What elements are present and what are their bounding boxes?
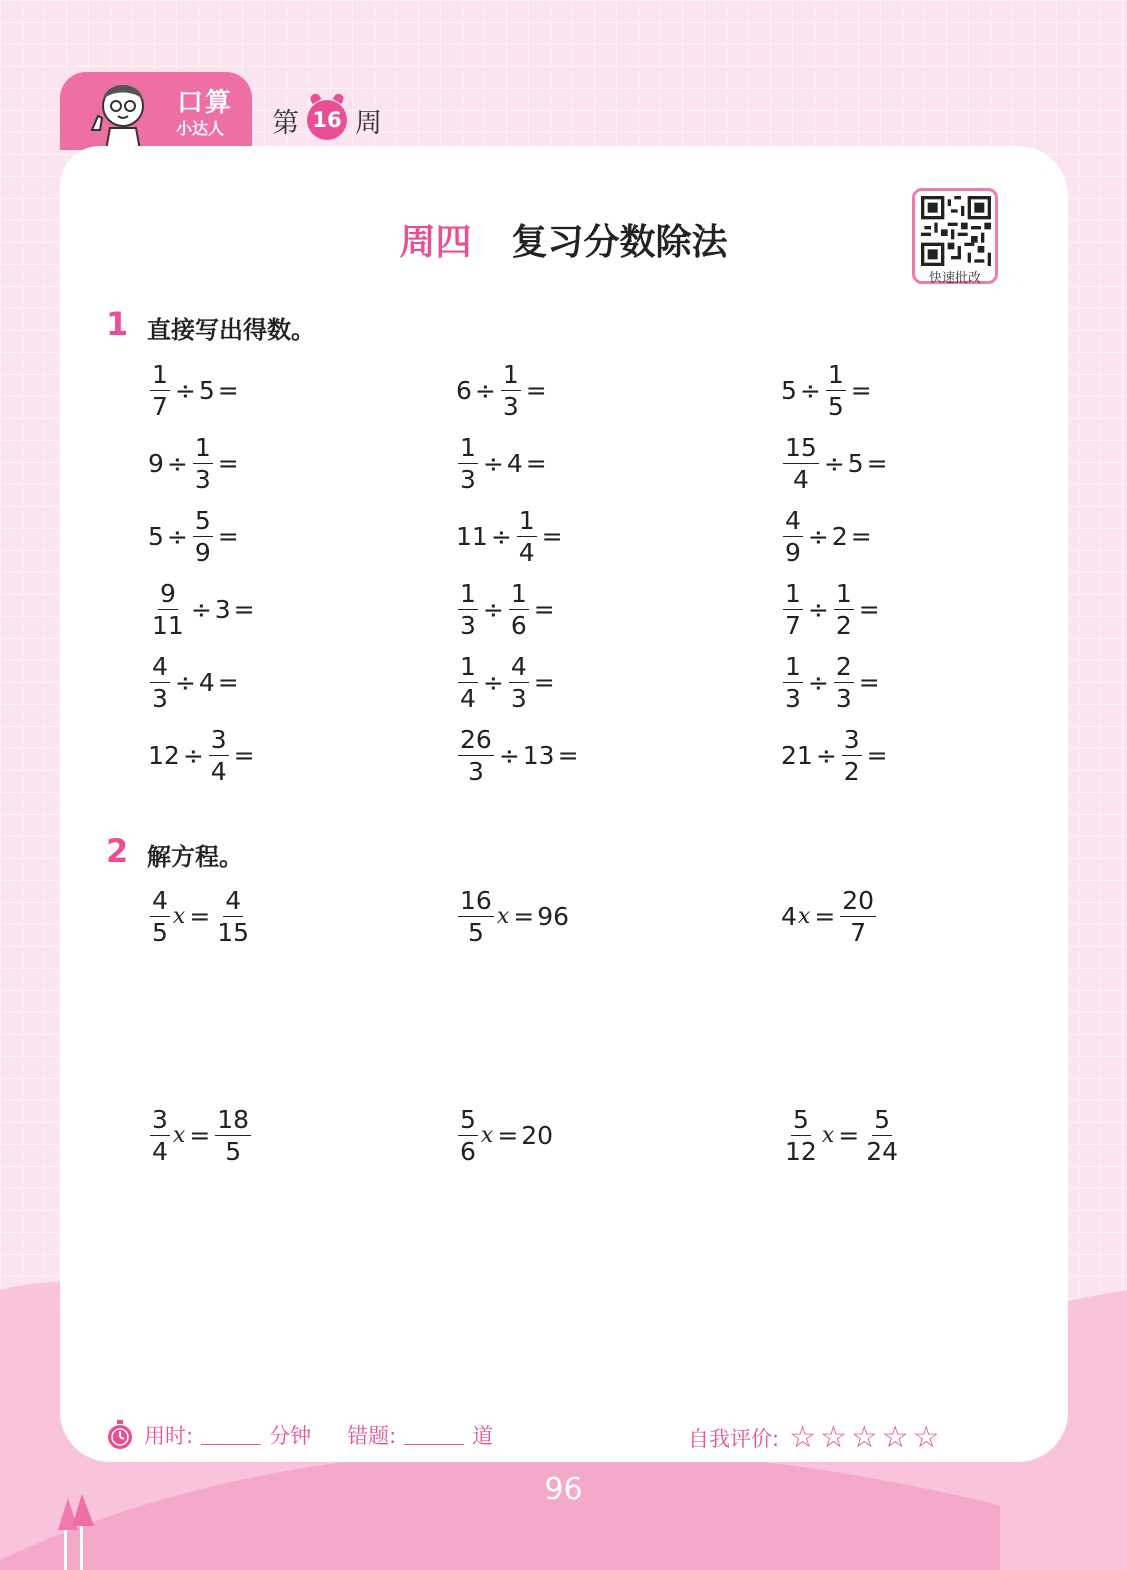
fraction <box>517 508 537 565</box>
number: 20 <box>521 1121 554 1150</box>
denominator: 3 <box>835 684 852 713</box>
denominator: 7 <box>152 392 168 421</box>
divide-sign: ÷ <box>807 522 829 551</box>
numerator: 1 <box>835 579 852 608</box>
section-1-title: 直接写出得数。 <box>147 316 315 344</box>
equals-sign: = <box>557 741 579 770</box>
number: 3 <box>214 595 231 624</box>
denominator: 4 <box>792 465 809 494</box>
numerator: 5 <box>460 1105 476 1134</box>
divide-sign: ÷ <box>490 522 512 551</box>
denominator: 3 <box>460 465 476 494</box>
denominator: 5 <box>152 918 168 947</box>
time-unit: 分钟 <box>269 1424 312 1448</box>
rating-stars <box>789 1420 940 1455</box>
numerator: 4 <box>152 652 168 681</box>
variable-x: x <box>797 904 811 929</box>
number: 12 <box>148 741 180 770</box>
equals-sign: = <box>217 376 239 405</box>
divide-sign: ÷ <box>190 595 212 624</box>
division-problem <box>456 435 550 492</box>
fraction <box>215 888 251 945</box>
fraction <box>783 435 819 492</box>
denominator: 3 <box>460 611 476 640</box>
denominator: 15 <box>217 918 250 947</box>
number: 5 <box>781 376 797 405</box>
fraction <box>826 362 846 419</box>
division-problem <box>456 508 566 565</box>
number: 6 <box>456 376 472 405</box>
denominator: 12 <box>785 1137 817 1166</box>
denominator: 3 <box>194 465 211 494</box>
division-problem <box>148 362 242 419</box>
pencil-icon <box>54 1490 100 1570</box>
division-problem <box>456 362 550 419</box>
divide-sign: ÷ <box>174 376 196 405</box>
number: 5 <box>148 522 164 551</box>
fraction <box>842 727 862 784</box>
equals-sign: = <box>233 595 255 624</box>
equals-sign: = <box>233 741 255 770</box>
number: 9 <box>148 449 164 478</box>
divide-sign: ÷ <box>166 522 188 551</box>
numerator: 1 <box>502 360 519 389</box>
fraction <box>150 581 186 638</box>
variable-x: x <box>496 904 510 929</box>
denominator: 9 <box>194 538 211 567</box>
fraction <box>834 581 854 638</box>
denominator: 9 <box>785 538 801 567</box>
title-topic: 复习分数除法 <box>511 222 728 263</box>
numerator: 1 <box>460 579 476 608</box>
denominator: 3 <box>502 392 519 421</box>
equals-sign: = <box>497 1121 519 1150</box>
numerator: 4 <box>510 652 527 681</box>
equals-sign: = <box>189 902 211 931</box>
fraction <box>783 1107 819 1164</box>
equals-sign: = <box>541 522 563 551</box>
fraction <box>834 654 854 711</box>
fraction <box>150 1107 170 1164</box>
brand-title: 口算 <box>176 88 233 118</box>
division-problem <box>456 727 582 784</box>
fraction <box>209 727 229 784</box>
numerator: 1 <box>785 652 801 681</box>
divide-sign: ÷ <box>482 449 504 478</box>
equation <box>781 888 878 945</box>
numerator: 4 <box>152 886 168 915</box>
equals-sign: = <box>217 668 239 697</box>
numerator: 20 <box>842 886 875 915</box>
denominator: 4 <box>210 757 227 786</box>
division-problem <box>781 581 883 638</box>
week-suffix: 周 <box>355 107 382 139</box>
divide-sign: ÷ <box>174 668 196 697</box>
fraction <box>215 1107 251 1164</box>
numerator: 4 <box>785 506 801 535</box>
errors-input[interactable] <box>404 1425 464 1445</box>
equation <box>456 1107 553 1164</box>
section-1-number: 1 <box>106 305 129 343</box>
number: 11 <box>456 522 488 551</box>
numerator: 3 <box>843 725 860 754</box>
equals-sign: = <box>866 741 888 770</box>
equals-sign: = <box>866 449 888 478</box>
numerator: 26 <box>460 725 492 754</box>
variable-x: x <box>172 904 186 929</box>
numerator: 3 <box>152 1105 168 1134</box>
numerator: 15 <box>785 433 817 462</box>
equals-sign: = <box>858 668 880 697</box>
denominator: 3 <box>467 757 484 786</box>
denominator: 7 <box>785 611 801 640</box>
divide-sign: ÷ <box>166 449 188 478</box>
numerator: 5 <box>194 506 211 535</box>
division-problem <box>781 362 875 419</box>
fraction <box>193 435 213 492</box>
star-icon[interactable]: ☆ <box>850 1420 878 1455</box>
fraction <box>458 727 494 784</box>
fraction <box>458 654 478 711</box>
numerator: 1 <box>152 360 168 389</box>
fraction <box>509 581 529 638</box>
denominator: 5 <box>225 1137 242 1166</box>
number: 4 <box>506 449 523 478</box>
denominator: 4 <box>518 538 535 567</box>
week-indicator <box>272 100 382 140</box>
division-problem <box>781 654 883 711</box>
denominator: 6 <box>510 611 527 640</box>
equals-sign: = <box>525 376 547 405</box>
equals-sign: = <box>850 522 872 551</box>
denominator: 4 <box>460 684 476 713</box>
equation <box>781 1107 902 1164</box>
footer-self-eval <box>688 1420 940 1455</box>
mascot-icon <box>78 70 168 150</box>
numerator: 3 <box>210 725 227 754</box>
divide-sign: ÷ <box>807 595 829 624</box>
equals-sign: = <box>858 595 880 624</box>
denominator: 5 <box>467 918 484 947</box>
numerator: 5 <box>874 1105 891 1134</box>
division-problem <box>148 654 242 711</box>
equals-sign: = <box>217 449 239 478</box>
errors-unit: 道 <box>472 1424 494 1448</box>
divide-sign: ÷ <box>182 741 204 770</box>
star-icon[interactable]: ☆ <box>819 1420 847 1455</box>
equals-sign: = <box>189 1121 211 1150</box>
number: 96 <box>537 902 569 931</box>
brand-subtitle: 小达人 <box>175 119 224 138</box>
fraction <box>150 654 170 711</box>
denominator: 3 <box>152 684 168 713</box>
equals-sign: = <box>525 449 547 478</box>
division-problem <box>148 727 258 784</box>
week-number-badge: 16 <box>307 100 347 140</box>
fraction <box>458 1107 478 1164</box>
fraction <box>864 1107 900 1164</box>
divide-sign: ÷ <box>474 376 496 405</box>
numerator: 9 <box>159 579 176 608</box>
division-problem <box>456 654 558 711</box>
section-2-title: 解方程。 <box>147 843 243 871</box>
numerator: 1 <box>518 506 535 535</box>
qr-code[interactable] <box>912 188 998 284</box>
equals-sign: = <box>850 376 872 405</box>
numerator: 2 <box>835 652 852 681</box>
divide-sign: ÷ <box>498 741 520 770</box>
division-problem <box>148 581 258 638</box>
numerator: 1 <box>460 652 476 681</box>
divide-sign: ÷ <box>807 668 829 697</box>
numerator: 1 <box>785 579 801 608</box>
equals-sign: = <box>513 902 535 931</box>
fraction <box>509 654 529 711</box>
numerator: 1 <box>827 360 844 389</box>
fraction <box>150 888 170 945</box>
numerator: 18 <box>217 1105 250 1134</box>
variable-x: x <box>821 1123 835 1148</box>
fraction <box>840 888 876 945</box>
division-problem <box>781 435 891 492</box>
numerator: 4 <box>225 886 242 915</box>
numerator: 1 <box>194 433 211 462</box>
division-problem <box>781 727 891 784</box>
equation <box>148 1107 253 1164</box>
divide-sign: ÷ <box>823 449 845 478</box>
number: 5 <box>847 449 864 478</box>
fraction <box>458 581 478 638</box>
division-problem <box>781 508 875 565</box>
star-icon[interactable]: ☆ <box>789 1420 816 1455</box>
equals-sign: = <box>814 902 836 931</box>
variable-x: x <box>480 1123 494 1148</box>
star-icon[interactable]: ☆ <box>912 1420 940 1455</box>
numerator: 1 <box>460 433 476 462</box>
equation <box>456 888 569 945</box>
divide-sign: ÷ <box>482 668 504 697</box>
number: 4 <box>781 902 797 931</box>
fraction <box>458 435 478 492</box>
denominator: 7 <box>850 918 867 947</box>
denominator: 6 <box>460 1137 476 1166</box>
fraction <box>783 581 803 638</box>
number: 13 <box>522 741 555 770</box>
number: 5 <box>198 376 215 405</box>
division-problem <box>456 581 558 638</box>
divide-sign: ÷ <box>482 595 504 624</box>
variable-x: x <box>172 1123 186 1148</box>
page-number: 96 <box>544 1472 583 1507</box>
denominator: 2 <box>843 757 860 786</box>
fraction <box>783 654 803 711</box>
fraction <box>458 888 494 945</box>
title-day: 周四 <box>399 222 472 263</box>
divide-sign: ÷ <box>815 741 837 770</box>
denominator: 3 <box>510 684 527 713</box>
equals-sign: = <box>838 1121 860 1150</box>
equation <box>148 888 253 945</box>
fraction <box>150 362 170 419</box>
errors-label: 错题: <box>347 1424 397 1448</box>
footer-time <box>106 1420 493 1450</box>
denominator: 11 <box>152 611 184 640</box>
time-label: 用时: <box>144 1424 194 1448</box>
denominator: 5 <box>827 392 844 421</box>
star-icon[interactable]: ☆ <box>881 1420 909 1455</box>
week-prefix: 第 <box>272 107 299 139</box>
qr-label: 快速批改 <box>928 271 981 286</box>
fraction <box>501 362 521 419</box>
denominator: 2 <box>835 611 852 640</box>
equals-sign: = <box>217 522 239 551</box>
number: 2 <box>831 522 848 551</box>
numerator: 1 <box>510 579 527 608</box>
equals-sign: = <box>533 595 555 624</box>
stopwatch-icon <box>106 1420 134 1450</box>
qr-code-icon <box>921 196 991 266</box>
number: 21 <box>781 741 813 770</box>
denominator: 3 <box>785 684 801 713</box>
denominator: 4 <box>152 1137 168 1166</box>
time-input[interactable] <box>201 1425 261 1445</box>
fraction <box>193 508 213 565</box>
divide-sign: ÷ <box>799 376 821 405</box>
numerator: 16 <box>460 886 492 915</box>
equals-sign: = <box>533 668 555 697</box>
section-2-number: 2 <box>106 832 129 870</box>
division-problem <box>148 508 242 565</box>
division-problem <box>148 435 242 492</box>
fraction <box>783 508 803 565</box>
numerator: 5 <box>792 1105 809 1134</box>
number: 4 <box>198 668 215 697</box>
denominator: 24 <box>866 1137 898 1166</box>
self-eval-label: 自我评价: <box>688 1426 780 1451</box>
